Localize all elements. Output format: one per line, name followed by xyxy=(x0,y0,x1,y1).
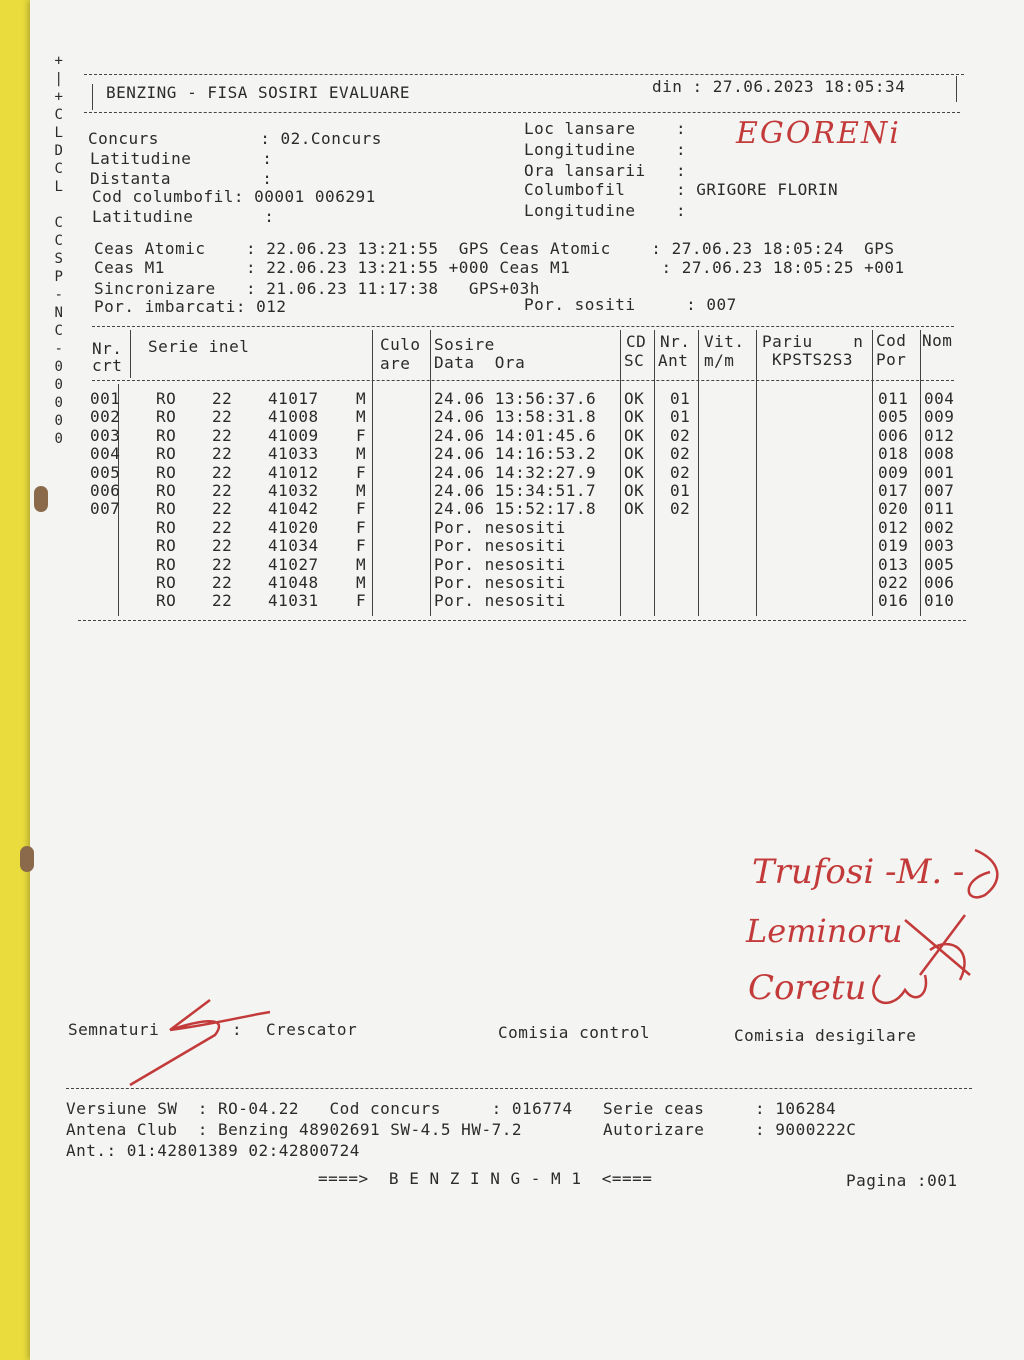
row-arrival: Por. nesositi xyxy=(434,536,566,556)
row-arrival: 24.06 13:58:31.8 xyxy=(434,407,597,427)
row-year: 22 xyxy=(212,462,233,482)
clock-m1: Ceas M1 : 22.06.23 13:21:55 +000 Ceas M1 : 27.06.23 18:05:25 +001 xyxy=(94,258,905,277)
header-nr-ant: Nr. xyxy=(660,332,691,351)
row-country: RO xyxy=(156,536,177,556)
row-year: 22 xyxy=(212,444,233,464)
header-are: are xyxy=(380,354,411,373)
header-ant: Ant xyxy=(658,351,689,370)
row-year: 22 xyxy=(212,389,233,408)
label-colon: : xyxy=(232,1020,243,1039)
footer-brand: ====> B E N Z I N G - M 1 <==== xyxy=(318,1169,653,1188)
row-sex: M xyxy=(356,573,367,592)
handwritten-signature-1: Trufosi -M. - xyxy=(752,852,965,892)
row-year: 22 xyxy=(212,591,233,611)
row-sex: M xyxy=(356,389,367,408)
header-mm: m/m xyxy=(704,351,735,370)
row-arrival: 24.06 15:34:51.7 xyxy=(434,481,597,500)
document-date: din : 27.06.2023 18:05:34 xyxy=(652,77,906,96)
row-year: 22 xyxy=(212,499,233,519)
row-nom: 012 xyxy=(924,425,955,445)
row-sex: M xyxy=(356,481,367,500)
row-sex: F xyxy=(356,517,367,537)
row-antenna: 01 xyxy=(670,389,691,408)
row-cod: 005 xyxy=(878,407,909,427)
row-cd: OK xyxy=(624,389,645,408)
document-title: BENZING - FISA SOSIRI EVALUARE xyxy=(106,83,410,102)
row-cod: 019 xyxy=(878,536,909,556)
row-ring: 41048 xyxy=(268,573,319,592)
row-nom: 002 xyxy=(924,517,955,537)
row-ring: 41033 xyxy=(268,444,319,464)
footer-version: Versiune SW : RO-04.22 Cod concurs : 016774 Serie ceas : 106284 xyxy=(66,1099,837,1118)
row-country: RO xyxy=(156,389,177,408)
header-nom: Nom xyxy=(922,331,953,350)
row-nr: 002 xyxy=(90,407,121,427)
row-nom: 009 xyxy=(924,407,955,427)
row-country: RO xyxy=(156,591,177,611)
row-ring: 41042 xyxy=(268,499,319,519)
row-nom: 004 xyxy=(924,389,955,408)
label-comisia-control: Comisia control xyxy=(498,1023,650,1042)
row-cod: 016 xyxy=(878,591,909,611)
margin-letters: + | + C L D C L C C S P - N C - 0 0 0 0 0 xyxy=(54,53,64,447)
row-antenna: 01 xyxy=(670,407,691,427)
row-nom: 007 xyxy=(924,481,955,500)
row-country: RO xyxy=(156,573,177,592)
row-nom: 010 xyxy=(924,591,955,611)
row-nr: 005 xyxy=(90,462,121,482)
row-ring: 41009 xyxy=(268,425,319,445)
header-vit: Vit. xyxy=(704,332,745,351)
label-semnaturi: Semnaturi xyxy=(68,1020,160,1039)
row-sex: M xyxy=(356,407,367,427)
footer-ant-codes: Ant.: 01:42801389 02:42800724 xyxy=(66,1141,360,1160)
row-country: RO xyxy=(156,425,177,445)
row-cod: 022 xyxy=(878,573,909,592)
clock-atomic: Ceas Atomic : 22.06.23 13:21:55 GPS Ceas Atomic : 27.06.23 18:05:24 GPS xyxy=(94,239,895,258)
row-arrival: Por. nesositi xyxy=(434,591,566,611)
row-country: RO xyxy=(156,517,177,537)
row-arrival: Por. nesositi xyxy=(434,517,566,537)
row-arrival: 24.06 15:52:17.8 xyxy=(434,499,597,519)
row-sex: F xyxy=(356,499,367,519)
row-nr: 001 xyxy=(90,389,121,408)
pigeons-arrived: Por. sositi : 007 xyxy=(524,295,737,314)
row-nr: 003 xyxy=(90,425,121,445)
row-arrival: 24.06 13:56:37.6 xyxy=(434,389,597,408)
row-year: 22 xyxy=(212,573,233,592)
row-ring: 41012 xyxy=(268,462,319,482)
pigeons-embarked: Por. imbarcati: 012 xyxy=(94,297,287,316)
label-crescator: Crescator xyxy=(266,1020,358,1039)
info-columbofil: Columbofil : GRIGORE FLORIN xyxy=(524,180,839,199)
row-antenna: 02 xyxy=(670,444,691,464)
header-cd: CD xyxy=(626,332,647,351)
row-antenna: 01 xyxy=(670,481,691,500)
row-cod: 006 xyxy=(878,425,909,445)
row-ring: 41031 xyxy=(268,591,319,611)
header-data-ora: Data Ora xyxy=(434,353,526,372)
row-cod: 020 xyxy=(878,499,909,519)
header-serie-inel: Serie inel xyxy=(148,337,250,356)
header-nr: Nr. xyxy=(92,339,123,358)
info-ora-lansarii: Ora lansarii : xyxy=(524,161,687,180)
info-concurs: Concurs : 02.Concurs xyxy=(88,129,382,148)
row-ring: 41017 xyxy=(268,389,319,408)
row-country: RO xyxy=(156,499,177,519)
row-year: 22 xyxy=(212,517,233,537)
header-por: Por xyxy=(876,350,907,369)
clock-sync: Sincronizare : 21.06.23 11:17:38 GPS+03h xyxy=(94,279,540,298)
row-sex: F xyxy=(356,536,367,556)
row-arrival: Por. nesositi xyxy=(434,554,566,574)
row-nom: 001 xyxy=(924,462,955,482)
row-arrival: Por. nesositi xyxy=(434,573,566,592)
handwritten-signature-2: Leminoru xyxy=(746,912,903,950)
footer-page-number: Pagina :001 xyxy=(846,1171,958,1190)
row-cd: OK xyxy=(624,462,645,482)
row-country: RO xyxy=(156,481,177,500)
row-nr: 006 xyxy=(90,481,121,500)
row-sex: F xyxy=(356,462,367,482)
row-ring: 41020 xyxy=(268,517,319,537)
handwritten-signature-3: Coretu xyxy=(748,968,867,1008)
info-latitudine: Latitudine : xyxy=(90,149,273,168)
row-antenna: 02 xyxy=(670,425,691,445)
row-cd: OK xyxy=(624,499,645,519)
header-sosire: Sosire xyxy=(434,335,495,354)
row-cd: OK xyxy=(624,425,645,445)
info-longitudine: Longitudine : xyxy=(524,140,687,159)
header-crt: crt xyxy=(92,356,123,375)
row-antenna: 02 xyxy=(670,499,691,519)
info-latitudine-2: Latitudine : xyxy=(92,207,275,226)
row-cod: 012 xyxy=(878,517,909,537)
row-nom: 006 xyxy=(924,573,955,592)
row-ring: 41032 xyxy=(268,481,319,500)
row-year: 22 xyxy=(212,425,233,445)
row-nr: 004 xyxy=(90,444,121,464)
row-sex: F xyxy=(356,591,367,611)
row-nom: 008 xyxy=(924,444,955,464)
header-cod: Cod xyxy=(876,331,907,350)
info-loc-lansare: Loc lansare : xyxy=(524,119,687,138)
footer-rule xyxy=(66,1088,972,1089)
row-nom: 003 xyxy=(924,536,955,556)
row-arrival: 24.06 14:01:45.6 xyxy=(434,425,597,445)
row-antenna: 02 xyxy=(670,462,691,482)
row-country: RO xyxy=(156,444,177,464)
header-sc: SC xyxy=(624,351,645,370)
row-country: RO xyxy=(156,462,177,482)
row-sex: M xyxy=(356,554,367,574)
row-cod: 017 xyxy=(878,481,909,500)
row-cd: OK xyxy=(624,407,645,427)
info-cod-columbofil: Cod columbofil: 00001 006291 xyxy=(92,187,376,206)
header-pariu: Pariu n xyxy=(762,332,864,351)
row-nr: 007 xyxy=(90,499,121,519)
row-cod: 011 xyxy=(878,389,909,408)
info-longitudine-2: Longitudine : xyxy=(524,201,687,220)
header-culo: Culo xyxy=(380,335,421,354)
row-sex: M xyxy=(356,444,367,464)
row-arrival: 24.06 14:32:27.9 xyxy=(434,462,597,482)
row-ring: 41008 xyxy=(268,407,319,427)
row-year: 22 xyxy=(212,407,233,427)
row-cod: 018 xyxy=(878,444,909,464)
footer-antenna: Antena Club : Benzing 48902691 SW-4.5 HW-7.2 Autorizare : 9000222C xyxy=(66,1120,857,1139)
row-arrival: 24.06 14:16:53.2 xyxy=(434,444,597,464)
row-cd: OK xyxy=(624,444,645,464)
row-country: RO xyxy=(156,554,177,574)
row-cod: 009 xyxy=(878,462,909,482)
row-country: RO xyxy=(156,407,177,427)
handwritten-location: EGORENi xyxy=(736,116,901,151)
row-ring: 41027 xyxy=(268,554,319,574)
row-cd: OK xyxy=(624,481,645,500)
row-nom: 005 xyxy=(924,554,955,574)
row-ring: 41034 xyxy=(268,536,319,556)
info-distanta: Distanta : xyxy=(90,169,273,188)
row-nom: 011 xyxy=(924,499,955,519)
label-comisia-desigilare: Comisia desigilare xyxy=(734,1026,917,1045)
row-sex: F xyxy=(356,425,367,445)
row-year: 22 xyxy=(212,554,233,574)
header-kpsts: KPSTS2S3 xyxy=(772,350,854,369)
row-year: 22 xyxy=(212,536,233,556)
row-cod: 013 xyxy=(878,554,909,574)
row-year: 22 xyxy=(212,481,233,500)
